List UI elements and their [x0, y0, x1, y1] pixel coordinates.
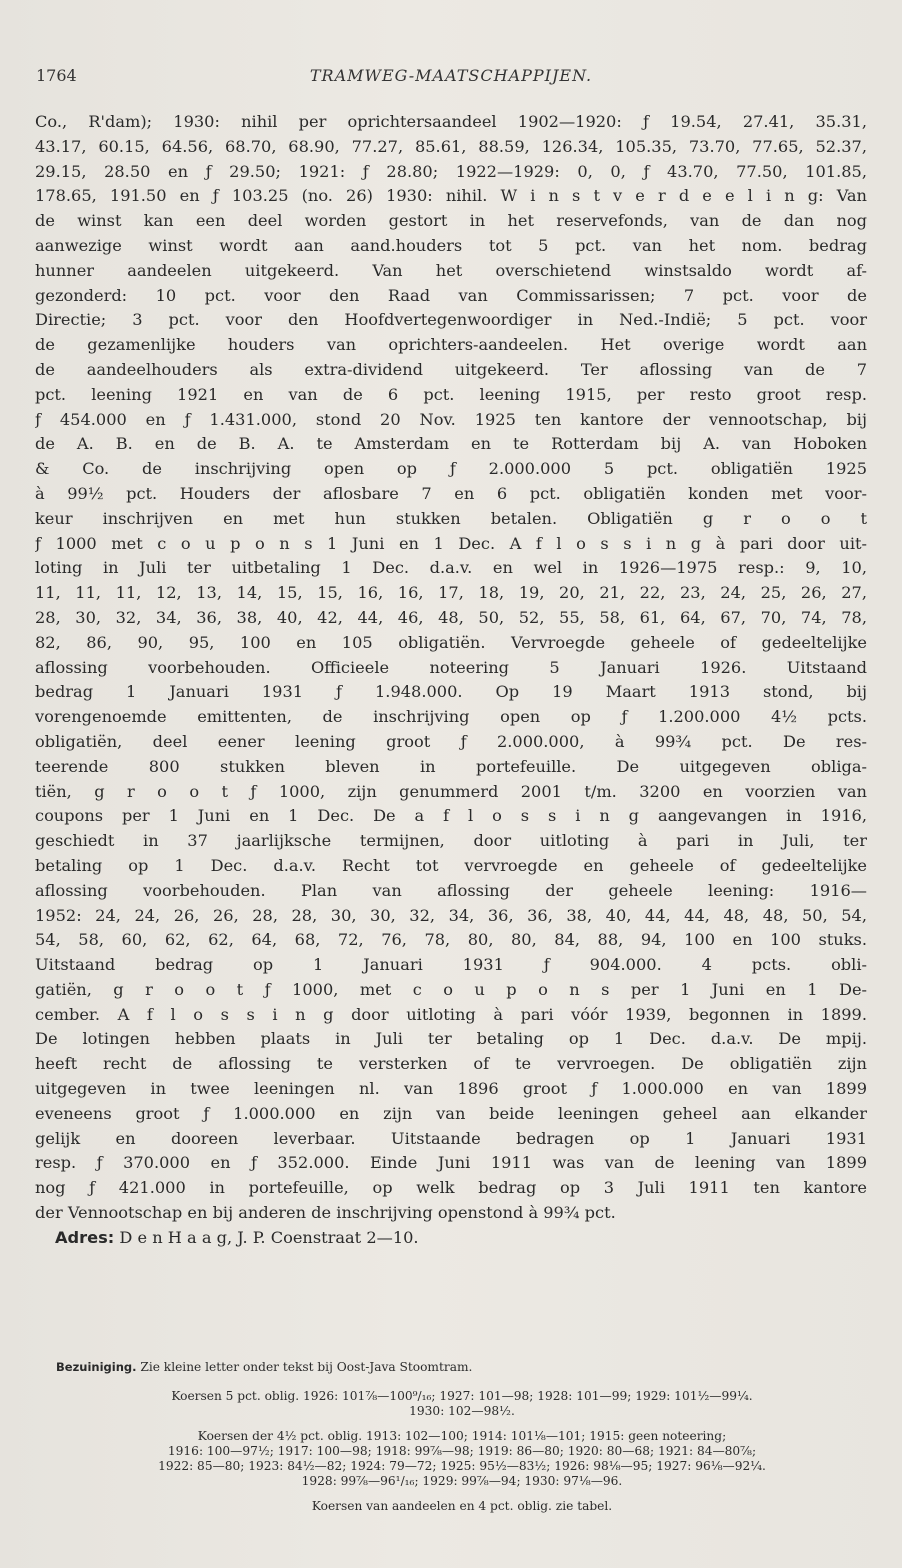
body-line: 11, 11, 11, 12, 13, 14, 15, 15, 16, 16, 17, 18, 19, 20, 21, 22, 23, 24, 25, 26, 27, [35, 583, 867, 603]
body-line: cember. A f l o s s i n g door uitloting à pari vóór 1939, begonnen in 1899. [35, 1004, 867, 1024]
running-title: TRAMWEG-MAATSCHAPPIJEN. [309, 66, 593, 85]
body-line: aflossing voorbehouden. Plan van aflossing der geheele leening: 1916— [35, 880, 867, 900]
body-line: 1952: 24, 24, 26, 26, 28, 28, 30, 30, 32, 34, 36, 36, 38, 40, 44, 44, 48, 48, 50, 54, [35, 905, 867, 925]
body-line: hunner aandeelen uitgekeerd. Van het overschietend winstsaldo wordt af- [35, 260, 867, 280]
body-line: de aandeelhouders als extra-dividend uitgekeerd. Ter aflossing van de 7 [35, 359, 867, 379]
body-line: 29.15, 28.50 en ƒ 29.50; 1921: ƒ 28.80; 1922—1929: 0, 0, ƒ 43.70, 77.50, 101.85, [35, 161, 867, 181]
body-line: teerende 800 stukken bleven in portefeuille. De uitgegeven obliga- [35, 756, 867, 776]
body-line: tiën, g r o o t ƒ 1000, zijn genummerd 2001 t/m. 3200 en voorzien van [35, 781, 867, 801]
body-line: de winst kan een deel worden gestort in het reservefonds, van de dan nog [35, 211, 867, 231]
address-label: Adres: [55, 1227, 115, 1247]
body-line: aflossing voorbehouden. Officieele noteering 5 Januari 1926. Uitstaand [35, 657, 867, 677]
body-line: vorengenoemde emittenten, de inschrijving open op ƒ 1.200.000 4½ pcts. [35, 707, 867, 727]
body-line: 82, 86, 90, 95, 100 en 105 obligatiën. Vervroegde geheele of gedeeltelijke [35, 632, 867, 652]
body-line: aanwezige winst wordt aan aand.houders tot 5 pct. van het nom. bedrag [35, 235, 867, 255]
body-line: eveneens groot ƒ 1.000.000 en zijn van beide leeningen geheel aan elkander [35, 1103, 867, 1123]
koersen-5pct-line: Koersen 5 pct. oblig. 1926: 101⅞—100⁹/₁₆; 1927: 101—98; 1928: 101—99; 1929: 101½—99¼. [171, 1389, 753, 1403]
body-line: gatiën, g r o o t ƒ 1000, met c o u p o n s per 1 Juni en 1 De- [35, 979, 867, 999]
body-line: loting in Juli ter uitbetaling 1 Dec. d.a.v. en wel in 1926—1975 resp.: 9, 10, [35, 558, 867, 578]
body-line: pct. leening 1921 en van de 6 pct. leening 1915, per resto groot resp. [35, 384, 867, 404]
body-line: uitgegeven in twee leeningen nl. van 1896 groot ƒ 1.000.000 en van 1899 [35, 1079, 867, 1099]
body-line: obligatiën, deel eener leening groot ƒ 2.000.000, à 99¾ pct. De res- [35, 731, 867, 751]
bezuiniging-label: Bezuiniging. [56, 1360, 137, 1374]
main-text [35, 110, 867, 1251]
body-line: gezonderd: 10 pct. voor den Raad van Commissarissen; 7 pct. voor de [35, 285, 867, 305]
koersen-45pct-line: 1928: 99⅞—96¹/₁₆; 1929: 99⅞—94; 1930: 97⅛—96. [301, 1474, 623, 1488]
body-line: der Vennootschap en bij anderen de inschrijving openstond à 99¾ pct. [35, 1203, 616, 1223]
body-line: 28, 30, 32, 34, 36, 38, 40, 42, 44, 46, 48, 50, 52, 55, 58, 61, 64, 67, 70, 74, 78, [35, 607, 867, 627]
koersen-5pct-line: 1930: 102—98½. [409, 1404, 515, 1418]
page-number: 1764 [36, 66, 77, 85]
body-line: heeft recht de aflossing te versterken of te vervroegen. De obligatiën zijn [35, 1054, 867, 1074]
body-line: keur inschrijven en met hun stukken betalen. Obligatiën g r o o t [35, 508, 867, 528]
bezuiniging-note [56, 1360, 868, 1375]
body-line: coupons per 1 Juni en 1 Dec. De a f l o s s i n g aangevangen in 1916, [35, 806, 867, 826]
address-value: D e n H a a g, J. P. Coenstraat 2—10. [119, 1227, 419, 1247]
koersen-45pct-line: 1916: 100—97½; 1917: 100—98; 1918: 99⅞—98; 1919: 86—80; 1920: 80—68; 1921: 84—80⅞; [167, 1444, 757, 1458]
body-line: bedrag 1 Januari 1931 ƒ 1.948.000. Op 19 Maart 1913 stond, bij [35, 682, 867, 702]
body-line: Directie; 3 pct. voor den Hoofdvertegenwoordiger in Ned.-Indië; 5 pct. voor [35, 310, 867, 330]
body-line: de gezamenlijke houders van oprichters-aandeelen. Het overige wordt aan [35, 335, 867, 355]
body-line: ƒ 1000 met c o u p o n s 1 Juni en 1 Dec. A f l o s s i n g à pari door uit- [35, 533, 867, 553]
body-line: De lotingen hebben plaats in Juli ter betaling op 1 Dec. d.a.v. De mpij. [35, 1029, 867, 1049]
body-line: de A. B. en de B. A. te Amsterdam en te Rotterdam bij A. van Hoboken [35, 434, 867, 454]
body-line: resp. ƒ 370.000 en ƒ 352.000. Einde Juni 1911 was van de leening van 1899 [35, 1153, 867, 1173]
footer-note: Koersen van aandeelen en 4 pct. oblig. zie tabel. [311, 1499, 613, 1513]
body-line: 178.65, 191.50 en ƒ 103.25 (no. 26) 1930: nihil. W i n s t v e r d e e l i n g: Van [35, 186, 867, 206]
body-line: & Co. de inschrijving open op ƒ 2.000.000 5 pct. obligatiën 1925 [35, 459, 867, 479]
body-line: nog ƒ 421.000 in portefeuille, op welk bedrag op 3 Juli 1911 ten kantore [35, 1178, 867, 1198]
koersen-45pct-line: Koersen der 4½ pct. oblig. 1913: 102—100; 1914: 101⅛—101; 1915: geen noteering; [197, 1429, 727, 1443]
body-line: à 99½ pct. Houders der aflosbare 7 en 6 pct. obligatiën konden met voor- [35, 483, 867, 503]
body-line: ƒ 454.000 en ƒ 1.431.000, stond 20 Nov. 1925 ten kantore der vennootschap, bij [35, 409, 867, 429]
body-line: 43.17, 60.15, 64.56, 68.70, 68.90, 77.27, 85.61, 88.59, 126.34, 105.35, 73.70, 77.65, 52.37, [35, 136, 867, 156]
notes-block [56, 1360, 868, 1514]
address-line [35, 1226, 867, 1251]
body-line: gelijk en dooreen leverbaar. Uitstaande bedragen op 1 Januari 1931 [35, 1128, 867, 1148]
body-line: geschiedt in 37 jaarlijksche termijnen, door uitloting à pari in Juli, ter [35, 831, 867, 851]
body-line: Co., R'dam); 1930: nihil per oprichtersaandeel 1902—1920: ƒ 19.54, 27.41, 35.31, [35, 112, 867, 131]
body-line: 54, 58, 60, 62, 62, 64, 68, 72, 76, 78, 80, 80, 84, 88, 94, 100 en 100 stuks. [35, 930, 867, 950]
body-line: betaling op 1 Dec. d.a.v. Recht tot vervroegde en geheele of gedeeltelijke [35, 855, 867, 875]
koersen-45pct-line: 1922: 85—80; 1923: 84½—82; 1924: 79—72; 1925: 95½—83½; 1926: 98⅛—95; 1927: 96⅛—92¼. [158, 1459, 766, 1473]
page-header [36, 66, 866, 90]
body-line: Uitstaand bedrag op 1 Januari 1931 ƒ 904.000. 4 pcts. obli- [35, 955, 867, 975]
bezuiniging-text: Zie kleine letter onder tekst bij Oost-Java Stoomtram. [140, 1360, 473, 1374]
